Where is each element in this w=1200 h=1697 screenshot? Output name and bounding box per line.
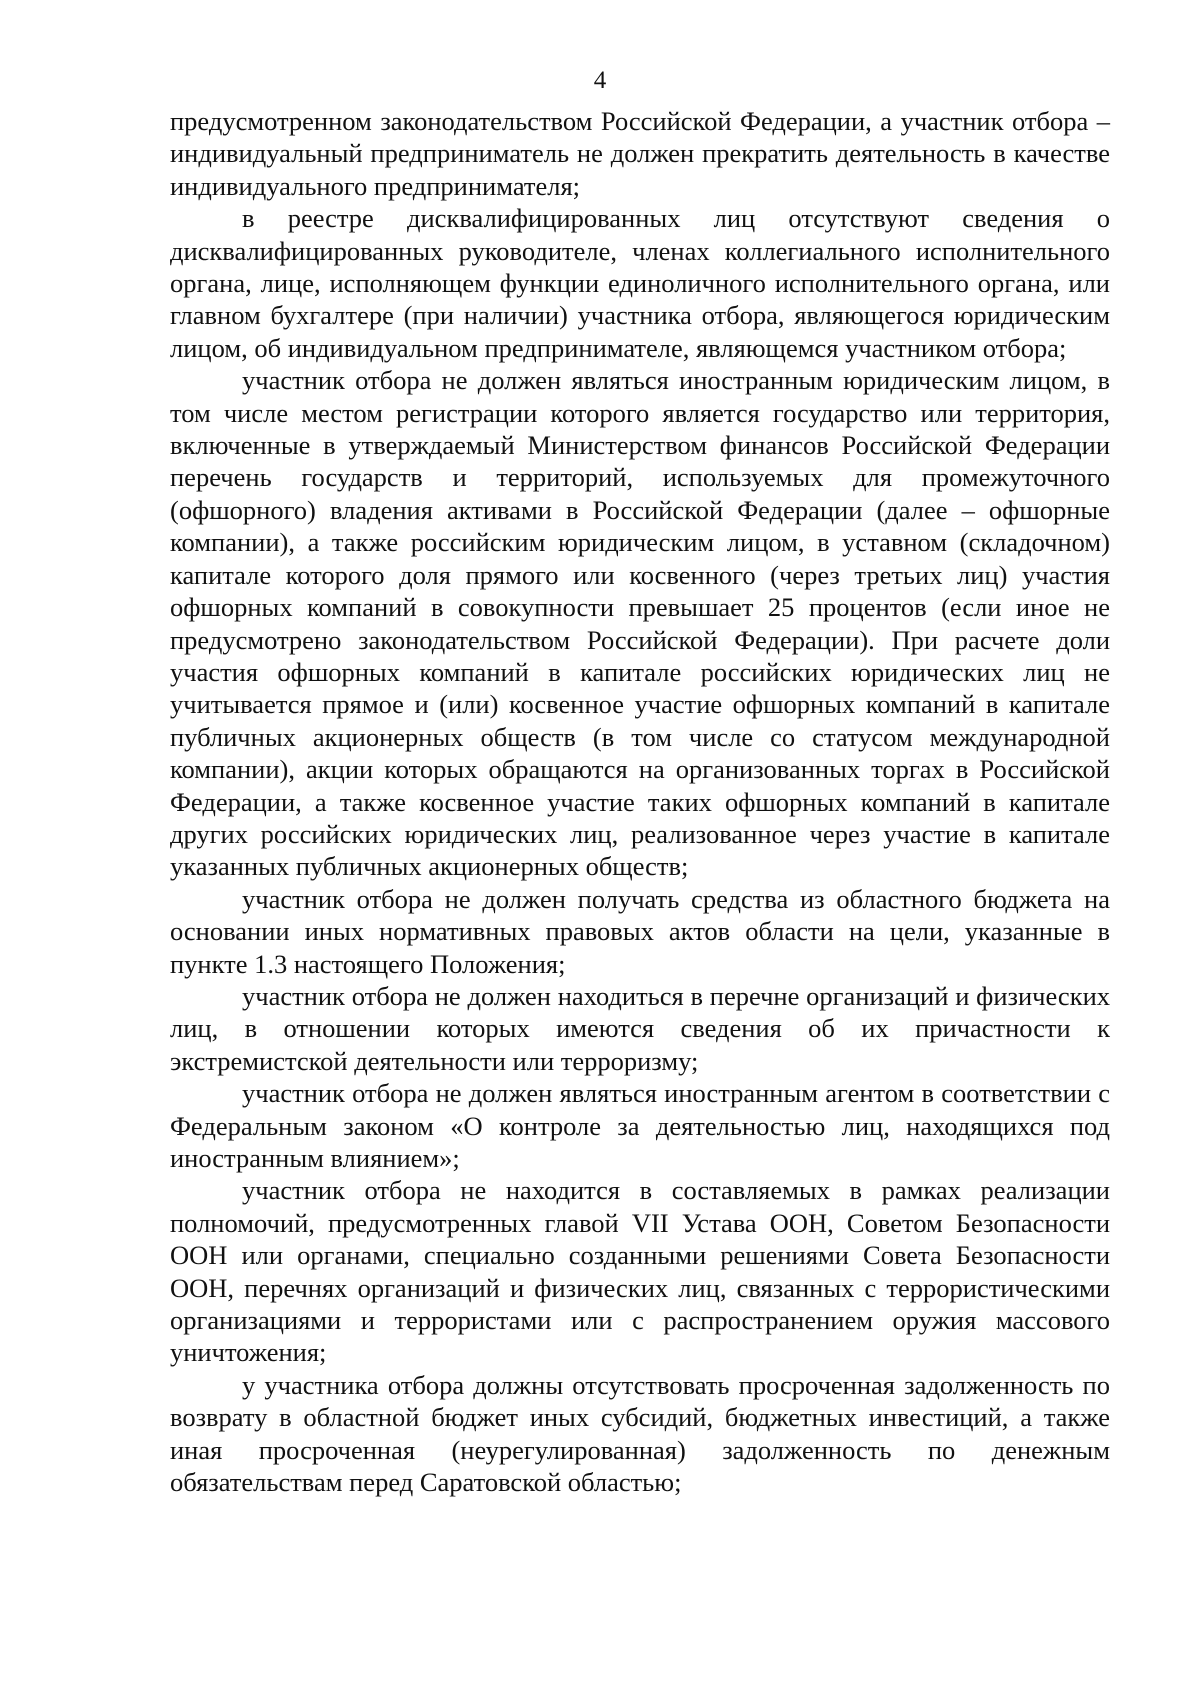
paragraph-regional-budget-funds: участник отбора не должен получать средства из областного бюджета на основании иных нормативных правовых актов области на цели, указанные в пункте 1.3 настоящего Положения; [170,883,1110,979]
paragraph-extremism-list: участник отбора не должен находиться в перечне организаций и физических лиц, в отношении которых имеются сведения об их причастности к экстремистской деятельности или терроризму; [170,980,1110,1076]
document-body [170,105,1110,1498]
paragraph-un-sanctions-list: участник отбора не находится в составляемых в рамках реализации полномочий, предусмотренных главой VII Устава ООН, Советом Безопасности ООН или органами, специально созданными решениями Совета Безопасности ООН, перечнях организаций и физических лиц, связанных с террористическими организациями и террористами или с распространением оружия массового уничтожения; [170,1175,1110,1368]
page-number: 4 [593,67,607,94]
paragraph-disqualified-persons: в реестре дисквалифицированных лиц отсутствуют сведения о дисквалифицированных руководителе, членах коллегиального исполнительного органа, лице, исполняющем функции единоличного исполнительного органа, или главном бухгалтере (при наличии) участника отбора, являющегося юридическим лицом, об индивидуальном предпринимателе, являющемся участником отбора; [170,203,1110,363]
paragraph-overdue-debt: у участника отбора должны отсутствовать просроченная задолженность по возврату в областной бюджет иных субсидий, бюджетных инвестиций, а также иная просроченная (неурегулированная) задолженность по денежным обязательствам перед Саратовской областью; [170,1369,1110,1498]
paragraph-offshore-companies: участник отбора не должен являться иностранным юридическим лицом, в том числе местом регистрации которого является государство или территория, включенные в утверждаемый Министерством финансов Российской Федерации перечень государств и территорий, используемых для промежуточного (офшорного) владения активами в Российской Федерации (далее – офшорные компании), а также российским юридическим лицом, в уставном (складочном) капитале которого доля прямого или косвенного (через третьих лиц) участия офшорных компаний в совокупности превышает 25 процентов (если иное не предусмотрено законодательством Российской Федерации). При расчете доли участия офшорных компаний в капитале российских юридических лиц не учитывается прямое и (или) косвенное участие офшорных компаний в капитале публичных акционерных обществ (в том числе со статусом международной компании), акции которых обращаются на организованных торгах в Российской Федерации, а также косвенное участие таких офшорных компаний в капитале других российских юридических лиц, реализованное через участие в капитале указанных публичных акционерных обществ; [170,365,1110,882]
paragraph-continuation: предусмотренном законодательством Российской Федерации, а участник отбора – индивидуальный предприниматель не должен прекратить деятельность в качестве индивидуального предпринимателя; [170,106,1110,201]
paragraph-foreign-agent: участник отбора не должен являться иностранным агентом в соответствии с Федеральным законом «О контроле за деятельностью лиц, находящихся под иностранным влиянием»; [170,1078,1110,1173]
